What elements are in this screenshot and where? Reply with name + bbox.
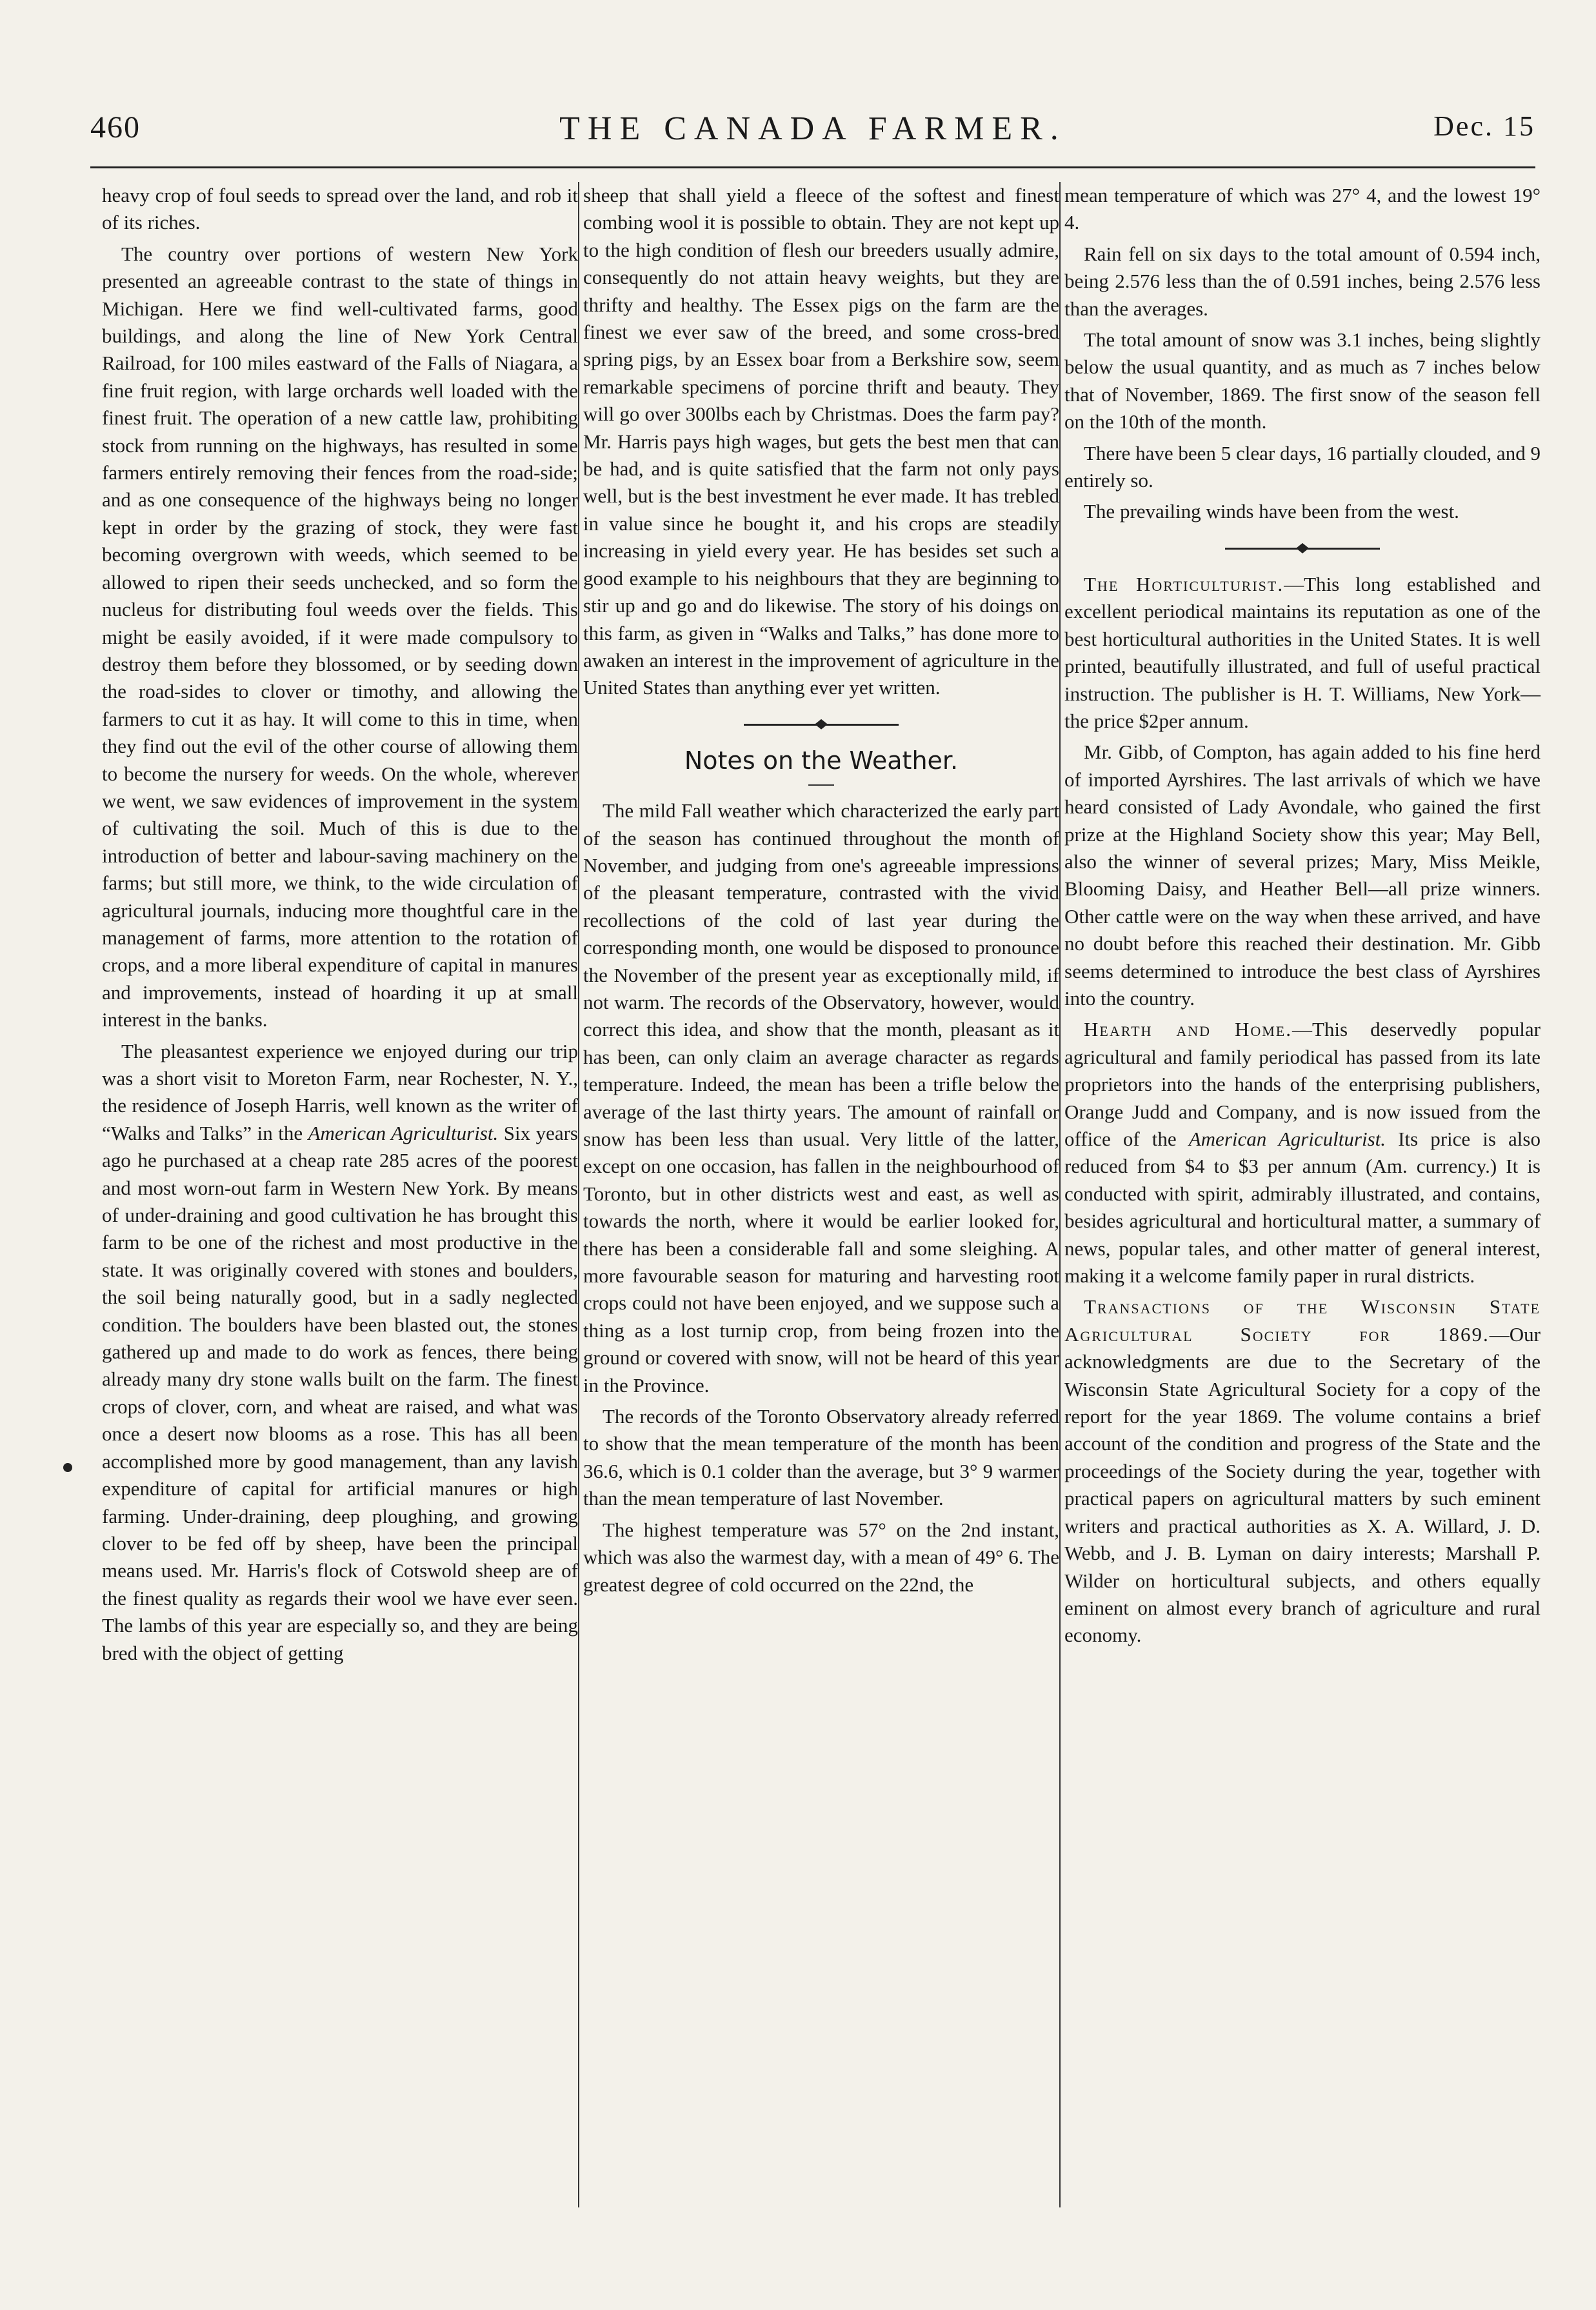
- text-run: Six years ago he purchased at a cheap rate 285 acres of the poorest and most worn-out farm in Western New York. By means of under-draining and good cultivation he has brought this farm to be one of the richest and most productive in the state. It was originally covered with stones and boulders, the soil being naturally good, but in a sadly neglected condition. The boulders have been blasted out, the stones gathered up and made to do work as fences, there being already many dry stone walls built on the farm. The finest crops of clover, corn, and wheat are raised, and what was once a desert now blooms as a rose. This has all been accomplished more by good management, than any lavish expenditure of capital for artificial manures or high farming. Under-draining, deep ploughing, and growing clover to be fed off by sheep, have been the principal means used. Mr. Harris's flock of Cotswold sheep are of the finest quality as regards their wool we have ever seen. The lambs of this year are especially so, and they are being bred with the object of getting: [102, 1121, 578, 1664]
- paragraph: The prevailing winds have been from the west.: [1084, 500, 1459, 523]
- text-run: —This long established and excellent periodical maintains its reputation as one of the best horticultural authorities in the United States. It is well printed, beautifully illustrated, and full of useful practical instruction. The publisher is H. T. Williams, New York—the price $2per annum.: [1064, 572, 1541, 732]
- section-separator: [1225, 545, 1380, 552]
- paragraph: There have been 5 clear days, 16 partially clouded, and 9 entirely so.: [1064, 441, 1541, 492]
- item-title: The Horticulturist.: [1084, 572, 1284, 595]
- text-run: —Our acknowledgments are due to the Secretary of the Wisconsin State Agricultural Society for a copy of the report for the year 1869. The volume contains a brief account of the condition and progress of the State and the proceedings of the Society during the year, together with practical papers on agricultural matters by such eminent writers and practical authorities as X. A. Willard, J. D. Webb, and J. B. Lyman on dairy interests; Marshall P. Wilder on horticultural subjects, and others equally eminent on almost every branch of agriculture and rural economy.: [1064, 1322, 1541, 1647]
- paragraph: Mr. Gibb, of Compton, has again added to his fine herd of imported Ayrshires. The last arrivals of which we have heard consisted of Lady Avondale, who gained the first prize at the Highland Society show this year; May Bell, also the winner of several prizes; Mary, Miss Meikle, Blooming Daisy, and Heather Bell—all prize winners. Other cattle were on the way when these arrived, and have no doubt before this reached their destination. Mr. Gibb seems determined to introduce the best class of Ayrshires into the country.: [1064, 741, 1541, 1010]
- paragraph: Rain fell on six days to the total amount of 0.594 inch, being 2.576 less than the of 0.591 inches, being 2.576 less than the averages.: [1064, 242, 1541, 320]
- paragraph: The records of the Toronto Observatory already referred to show that the mean temperature of the month has been 36.6, which is 0.1 colder than the average, but 3° 9 warmer than the mean temperature of last November.: [583, 1405, 1059, 1510]
- paragraph: The country over portions of western New York presented an agreeable contrast to the state of things in Michigan. Here we find well-cultivated farms, good buildings, and along the line of New York Central Railroad, for 100 miles eastward of the Falls of Niagara, a fine fruit region, with large orchards well loaded with the finest fruit. The operation of a new cattle law, prohibiting stock from running on the highways, has resulted in some farmers entirely removing their fences from the road-side; and as one consequence of the highways being no longer kept in order by the grazing of stock, they were fast becoming overgrown with weeds, which seemed to be allowed to ripen their seeds unchecked, and so form the nucleus for distributing foul weeds over the fields. This might be easily avoided, if it were made compulsory to destroy them before they blossomed, or by seeding down the road-sides to clover or timothy, and allowing the farmers to cut it as hay. It will come to this in time, when they find out the evil of the other course of allowing them to become the nursery for weeds. On the whole, wherever we went, we saw evidences of improvement in the system of cultivating the soil. Much of this is due to the introduction of better and labour-saving machinery on the farms; but still more, we think, to the wide circulation of agricultural journals, inducing more thoughtful care in the management of farms, more attention to the rotation of crops, and a more liberal expenditure of capital in manures and improvements, instead of hoarding it up at small interest in the banks.: [102, 242, 578, 1031]
- paragraph: [1064, 571, 1541, 735]
- item-title: Hearth and Home.: [1084, 1018, 1292, 1041]
- page-header: [90, 110, 1535, 168]
- text-run: Its price is also reduced from $4 to $3 per annum (Am. currency.) It is conducted with spirit, admirably illustrated, and contains, besides agricultural and horticultural matter, a summary of news, popular tales, and other matter of general interest, making it a welcome family paper in rural districts.: [1064, 1128, 1541, 1288]
- column-1: [102, 182, 578, 1671]
- paragraph: [1064, 1293, 1541, 1649]
- paragraph: [1064, 1016, 1541, 1289]
- newspaper-title: THE CANADA FARMER.: [559, 110, 1066, 147]
- column-3: [1064, 182, 1541, 1653]
- heading-dash: [808, 784, 834, 786]
- header-rule: [90, 166, 1535, 168]
- issue-date: Dec. 15: [1433, 110, 1535, 142]
- paragraph: The highest temperature was 57° on the 2nd instant, which was also the warmest day, with a mean of 49° 6. The greatest degree of cold occurred on the 22nd, the: [583, 1518, 1059, 1596]
- text-run: The pleasantest experience we enjoyed during our trip was a short visit to Moreton Farm, near Rochester, N. Y., the residence of Joseph Harris, well known as the writer of “Walks and Talks” in the: [102, 1039, 578, 1144]
- paragraph: heavy crop of foul seeds to spread over the land, and rob it of its riches.: [102, 184, 578, 234]
- paragraph: The total amount of snow was 3.1 inches, being slightly below the usual quantity, and as much as 7 inches below that of November, 1869. The first snow of the season fell on the 10th of the month.: [1064, 328, 1541, 433]
- item-title: Transactions of the Wisconsin State Agricultural Society for 1869.: [1064, 1295, 1541, 1346]
- column-divider: [578, 182, 579, 2207]
- column-2: [583, 182, 1059, 1602]
- paragraph: [102, 1038, 578, 1667]
- margin-dot: [63, 1463, 72, 1472]
- paragraph: The mild Fall weather which characterized the early part of the season has continued throughout the month of November, and judging from one's agreeable impressions of the pleasant temperature, contrasted with the vivid recollections of the cold of last year during the corresponding month, one would be disposed to pronounce the November of the present year as exceptionally mild, if not warm. The records of the Observatory, however, would correct this idea, and show that the month, pleasant as it has been, can only claim an average character as regards temperature. Indeed, the mean has been a trifle below the average of the last thirty years. The amount of rainfall or snow has been less than usual. Very little of the latter, except on one occasion, has fallen in the neighbourhood of Toronto, but in other districts west and east, as well as towards the north, where it would be earlier looked for, there has been a considerable fall and some sleighing. A more favourable season for maturing and harvesting root crops could not have been enjoyed, and we suppose such a thing as a lost turnip crop, from being frozen into the ground or covered with snow, will not be heard of this year in the Province.: [583, 799, 1059, 1397]
- column-divider: [1059, 182, 1061, 2207]
- paragraph: sheep that shall yield a fleece of the softest and finest combing wool it is possible to obtain. They are not kept up to the high condition of flesh our breeders usually admire, consequently do not attain heavy weights, but they are thrifty and healthy. The Essex pigs on the farm are the finest we ever saw of the breed, and some cross-bred spring pigs, by an Essex boar from a Berkshire sow, seem remarkable specimens of porcine thrift and beauty. They will go over 300lbs each by Christmas. Does the farm pay? Mr. Harris pays high wages, but gets the best men that can be had, and is quite satisfied that the farm not only pays well, but is the best investment he ever made. It has trebled in value since he bought it, and his crops are steadily increasing in yield every year. He has besides set such a good example to his neighbours that they are beginning to stir up and go and do likewise. The story of his doings on this farm, as given in “Walks and Talks,” has done more to awaken an interest in the improvement of agriculture in the United States than anything ever yet written.: [583, 184, 1059, 699]
- page-number: 460: [90, 110, 141, 144]
- italic-text: American Agriculturist.: [1188, 1128, 1386, 1150]
- section-separator: [744, 721, 899, 728]
- section-heading: Notes on the Weather.: [684, 746, 959, 775]
- text-run: —This deservedly popular agricultural and family periodical has passed from its late proprietors into the hands of the enterprising publishers, Orange Judd and Company, and is now issued from the office of the: [1064, 1018, 1541, 1150]
- paragraph: mean temperature of which was 27° 4, and the lowest 19° 4.: [1064, 184, 1541, 234]
- italic-text: American Agriculturist.: [308, 1121, 499, 1144]
